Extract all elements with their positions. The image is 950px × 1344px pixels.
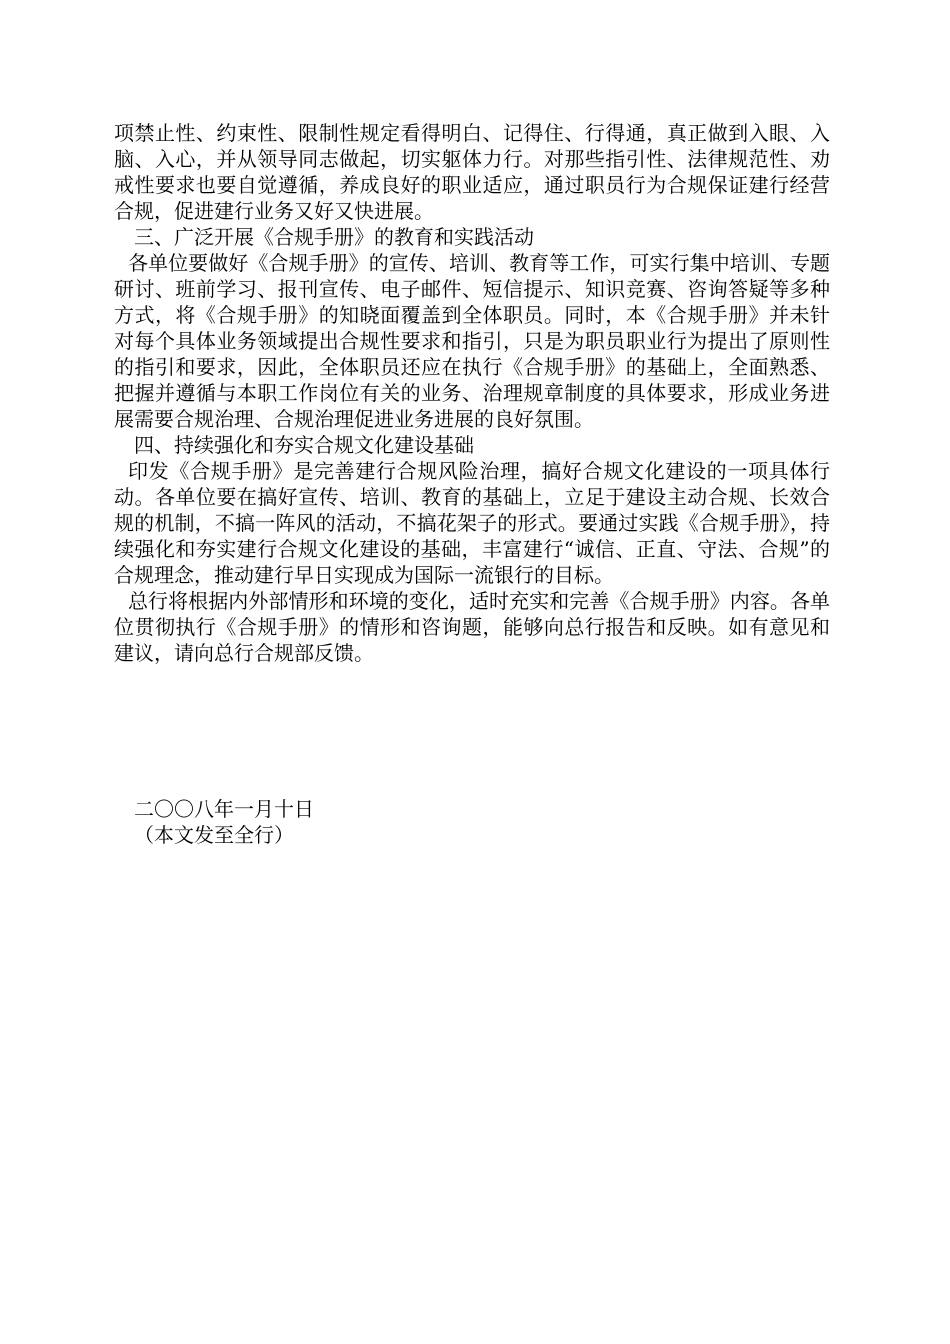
document-body	[114, 120, 830, 666]
section-heading-4: 四、持续强化和夯实合规文化建设基础	[134, 433, 474, 457]
paragraph-intro: 项禁止性、约束性、限制性规定看得明白、记得住、行得通，真正做到入眼、入脑、入心，并从领导同志做起，切实躯体力行。对那些指引性、法律规范性、劝戒性要求也要自觉遵循，养成良好的职业适应，通过职员行为合规保证建行经营合规，促进建行业务又好又快进展。	[114, 121, 830, 223]
distribution-note: （本文发至全行）	[134, 823, 294, 847]
document-footer	[134, 796, 314, 848]
paragraph-section-4: 印发《合规手册》是完善建行合规风险治理，搞好合规文化建设的一项具体行动。各单位要在搞好宣传、培训、教育的基础上，立足于建设主动合规、长效合规的机制，不搞一阵风的活动，不搞花架子的形式。要通过实践《合规手册》，持续强化和夯实建行合规文化建设的基础，丰富建行“诚信、正直、守法、合规”的合规理念，推动建行早日实现成为国际一流银行的目标。	[114, 459, 830, 587]
paragraph-closing-note: 总行将根据内外部情形和环境的变化，适时充实和完善《合规手册》内容。各单位贯彻执行《合规手册》的情形和咨询题，能够向总行报告和反映。如有意见和建议，请向总行合规部反馈。	[114, 589, 830, 665]
section-heading-3: 三、广泛开展《合规手册》的教育和实践活动	[134, 225, 534, 249]
paragraph-section-3: 各单位要做好《合规手册》的宣传、培训、教育等工作，可实行集中培训、专题研讨、班前学习、报刊宣传、电子邮件、短信提示、知识竞赛、咨询答疑等多种方式，将《合规手册》的知晓面覆盖到全体职员。同时，本《合规手册》并未针对每个具体业务领域提出合规性要求和指引，只是为职员职业行为提出了原则性的指引和要求，因此，全体职员还应在执行《合规手册》的基础上，全面熟悉、把握并遵循与本职工作岗位有关的业务、治理规章制度的具体要求，形成业务进展需要合规治理、合规治理促进业务进展的良好氛围。	[114, 251, 830, 431]
document-date: 二〇〇八年一月十日	[134, 797, 314, 821]
